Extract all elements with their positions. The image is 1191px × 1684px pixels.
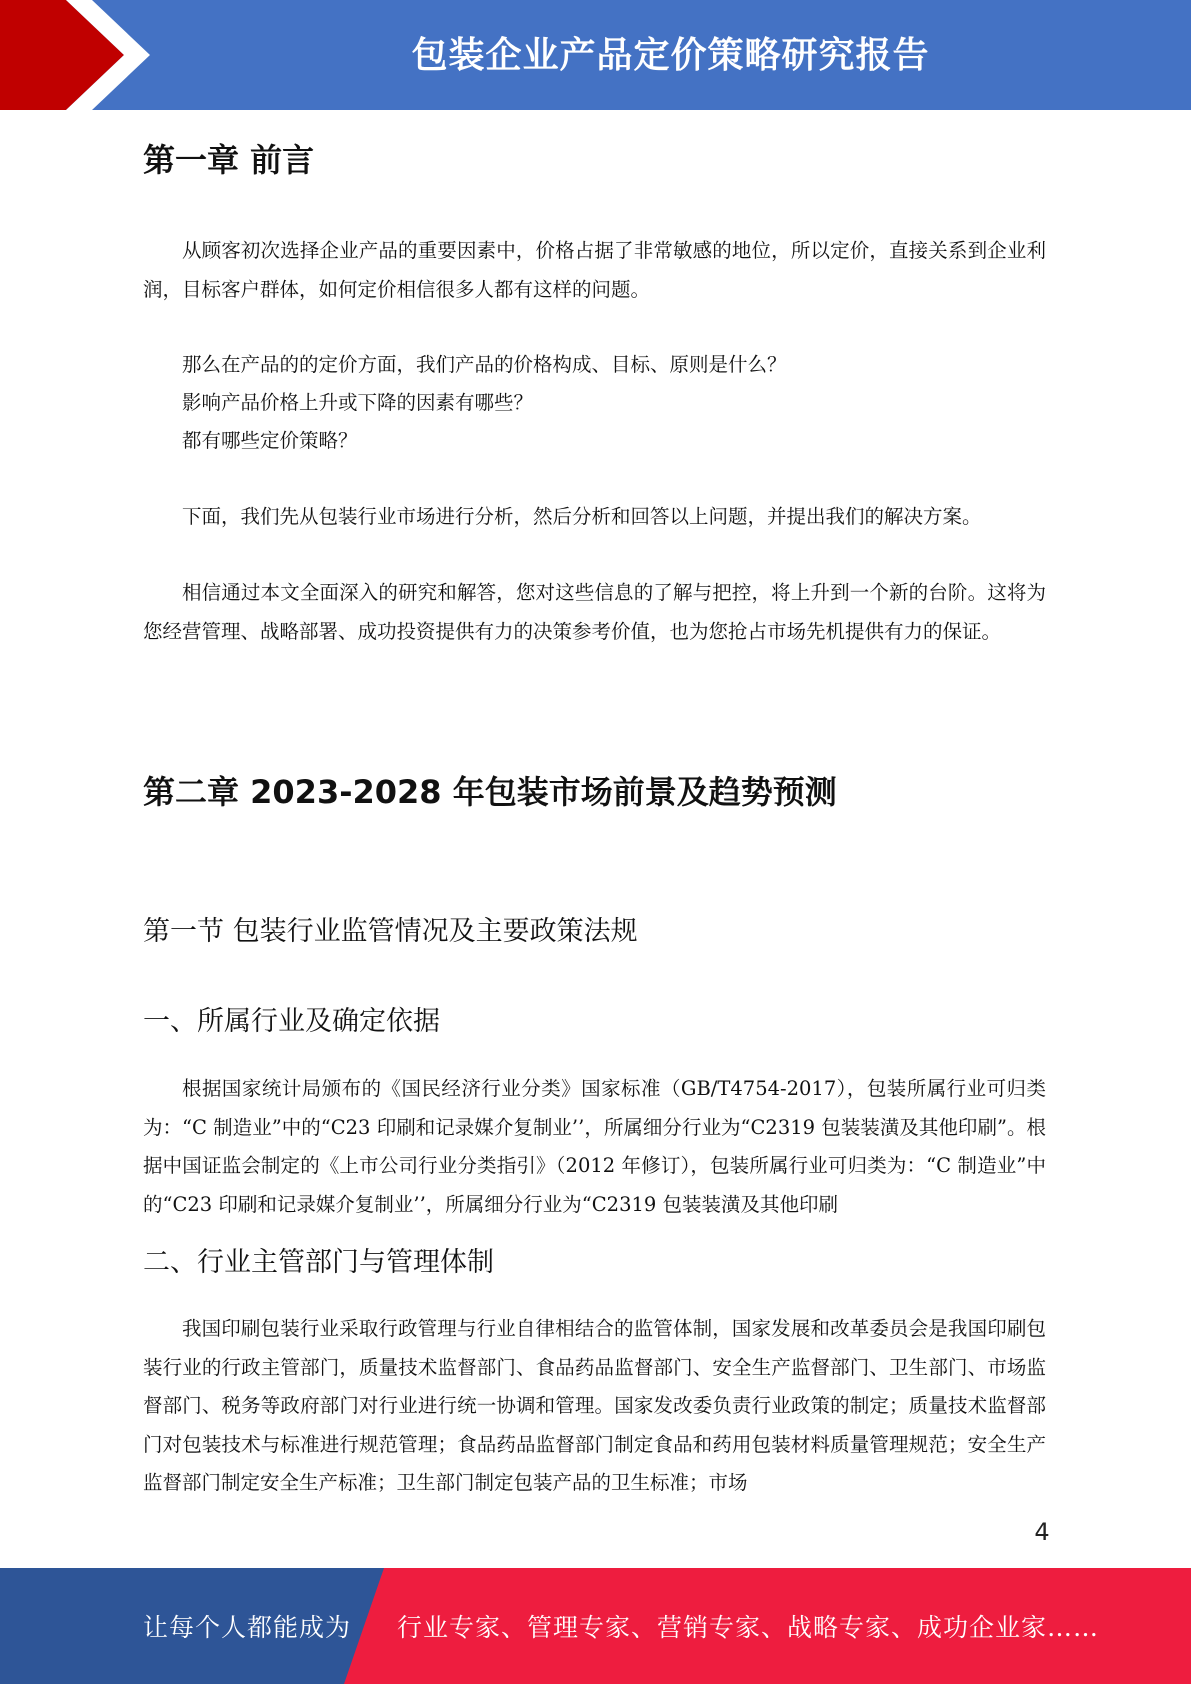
question-line-3: 都有哪些定价策略？ [182, 429, 358, 452]
subsection-1-title: 一、所属行业及确定依据 [143, 1006, 440, 1037]
subsection-1-paragraph: 根据国家统计局颁布的《国民经济行业分类》国家标准（GB/T4754-2017），包装所属行业可归类为：“C 制造业”中的“C23 印刷和记录媒介复制业’’，所属细分行业为“C2319 包装装潢及其他印刷”。根据中国证监会制定的《上市公司行业分类指引》（2012 年修订），包装所属行业可归类为：“C 制造业”中的“C23 印刷和记录媒介复制业’’，所属细分行业为“C2319 包装装潢及其他印刷 [143, 1077, 1046, 1216]
chapter-1-paragraph-2: 下面，我们先从包装行业市场进行分析，然后分析和回答以上问题，并提出我们的解决方案。 [182, 505, 982, 528]
footer-slogan-right: 行业专家、管理专家、营销专家、战略专家、成功企业家…… [397, 1613, 1100, 1642]
footer-banner [0, 1568, 1191, 1684]
chapter-2-title: 第二章 2023-2028 年包装市场前景及趋势预测 [143, 773, 837, 811]
report-title: 包装企业产品定价策略研究报告 [411, 34, 930, 76]
chapter-1-paragraph-1: 从顾客初次选择企业产品的重要因素中，价格占据了非常敏感的地位，所以定价，直接关系到企业利润，目标客户群体，如何定价相信很多人都有这样的问题。 [143, 239, 1046, 301]
chapter-1-title: 第一章 前言 [143, 141, 315, 179]
subsection-2-title: 二、行业主管部门与管理体制 [143, 1247, 494, 1278]
section-1-title: 第一节 包装行业监管情况及主要政策法规 [143, 916, 638, 947]
question-line-1: 那么在产品的的定价方面，我们产品的价格构成、目标、原则是什么？ [182, 353, 787, 376]
subsection-2-paragraph: 我国印刷包装行业采取行政管理与行业自律相结合的监管体制，国家发展和改革委员会是我国印刷包装行业的行政主管部门，质量技术监督部门、食品药品监督部门、安全生产监督部门、卫生部门、市场监督部门、税务等政府部门对行业进行统一协调和管理。国家发改委负责行业政策的制定；质量技术监督部门对包装技术与标准进行规范管理；食品药品监督部门制定食品和药用包装材料质量管理规范；安全生产监督部门制定安全生产标准；卫生部门制定包装产品的卫生标准；市场 [143, 1317, 1046, 1494]
page-number: 4 [1034, 1518, 1050, 1546]
chapter-1-paragraph-3: 相信通过本文全面深入的研究和解答，您对这些信息的了解与把控，将上升到一个新的台阶。这将为您经营管理、战略部署、成功投资提供有力的决策参考价值，也为您抢占市场先机提供有力的保证。 [143, 581, 1046, 643]
header-banner [0, 0, 1191, 110]
footer-slogan-left: 让每个人都能成为 [143, 1613, 352, 1642]
question-line-2: 影响产品价格上升或下降的因素有哪些？ [182, 391, 534, 414]
